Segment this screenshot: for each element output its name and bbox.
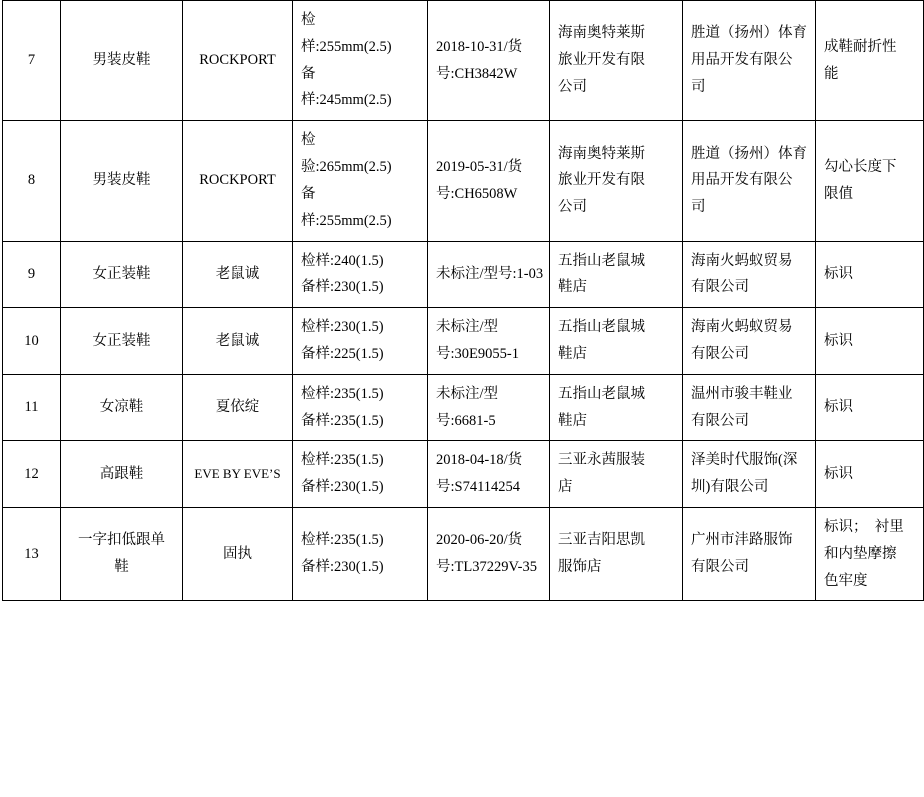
sampled-unit: 海南火蚂蚁贸易 有限公司 xyxy=(683,241,816,308)
spec-model: 检样:235(1.5) 备样:235(1.5) xyxy=(293,374,428,441)
spec-model: 检样:235(1.5) 备样:230(1.5) xyxy=(293,508,428,601)
producer-name: 三亚吉阳思凯 服饰店 xyxy=(550,508,683,601)
production-date-batch: 未标注/型 号:6681-5 xyxy=(428,374,550,441)
production-date-batch: 2020-06-20/货 号:TL37229V-35 xyxy=(428,508,550,601)
producer-name: 海南奥特莱斯 旅业开发有限 公司 xyxy=(550,1,683,121)
sampled-unit: 泽美时代服饰(深 圳)有限公司 xyxy=(683,441,816,508)
product-name: 女正装鞋 xyxy=(61,308,183,375)
inspection-results-table xyxy=(2,0,924,601)
failed-item: 标识 xyxy=(816,241,924,308)
failed-item: 标识； 衬里 和内垫摩擦 色牢度 xyxy=(816,508,924,601)
row-index: 9 xyxy=(3,241,61,308)
failed-item: 成鞋耐折性 能 xyxy=(816,1,924,121)
product-name: 一字扣低跟单 鞋 xyxy=(61,508,183,601)
table-row xyxy=(3,1,924,121)
failed-item: 标识 xyxy=(816,374,924,441)
production-date-batch: 未标注/型号:1-03 xyxy=(428,241,550,308)
table-row xyxy=(3,121,924,241)
production-date-batch: 2019-05-31/货 号:CH6508W xyxy=(428,121,550,241)
spec-model: 检 验:265mm(2.5) 备 样:255mm(2.5) xyxy=(293,121,428,241)
sampled-unit: 胜道（扬州）体育 用品开发有限公 司 xyxy=(683,1,816,121)
brand-name: EVE BY EVE’S xyxy=(183,441,293,508)
row-index: 8 xyxy=(3,121,61,241)
brand-name: 夏依绽 xyxy=(183,374,293,441)
row-index: 13 xyxy=(3,508,61,601)
brand-name: 老鼠诚 xyxy=(183,308,293,375)
row-index: 7 xyxy=(3,1,61,121)
producer-name: 五指山老鼠城 鞋店 xyxy=(550,308,683,375)
spec-model: 检 样:255mm(2.5) 备 样:245mm(2.5) xyxy=(293,1,428,121)
spec-model: 检样:240(1.5) 备样:230(1.5) xyxy=(293,241,428,308)
brand-name: ROCKPORT xyxy=(183,121,293,241)
brand-name: 固执 xyxy=(183,508,293,601)
producer-name: 五指山老鼠城 鞋店 xyxy=(550,241,683,308)
row-index: 11 xyxy=(3,374,61,441)
failed-item: 标识 xyxy=(816,441,924,508)
production-date-batch: 2018-10-31/货 号:CH3842W xyxy=(428,1,550,121)
brand-name: 老鼠诚 xyxy=(183,241,293,308)
row-index: 10 xyxy=(3,308,61,375)
sampled-unit: 广州市沣路服饰 有限公司 xyxy=(683,508,816,601)
table-row xyxy=(3,308,924,375)
production-date-batch: 未标注/型 号:30E9055-1 xyxy=(428,308,550,375)
product-name: 女正装鞋 xyxy=(61,241,183,308)
spec-model: 检样:230(1.5) 备样:225(1.5) xyxy=(293,308,428,375)
product-name: 女凉鞋 xyxy=(61,374,183,441)
producer-name: 海南奥特莱斯 旅业开发有限 公司 xyxy=(550,121,683,241)
failed-item: 勾心长度下 限值 xyxy=(816,121,924,241)
production-date-batch: 2018-04-18/货 号:S74114254 xyxy=(428,441,550,508)
product-name: 男装皮鞋 xyxy=(61,121,183,241)
table-row xyxy=(3,508,924,601)
row-index: 12 xyxy=(3,441,61,508)
sampled-unit: 海南火蚂蚁贸易 有限公司 xyxy=(683,308,816,375)
table-row xyxy=(3,241,924,308)
sampled-unit: 胜道（扬州）体育 用品开发有限公 司 xyxy=(683,121,816,241)
failed-item: 标识 xyxy=(816,308,924,375)
sampled-unit: 温州市骏丰鞋业 有限公司 xyxy=(683,374,816,441)
product-name: 男装皮鞋 xyxy=(61,1,183,121)
producer-name: 五指山老鼠城 鞋店 xyxy=(550,374,683,441)
table-body xyxy=(3,1,924,601)
producer-name: 三亚永茜服装 店 xyxy=(550,441,683,508)
product-name: 高跟鞋 xyxy=(61,441,183,508)
spec-model: 检样:235(1.5) 备样:230(1.5) xyxy=(293,441,428,508)
table-row xyxy=(3,441,924,508)
table-row xyxy=(3,374,924,441)
brand-name: ROCKPORT xyxy=(183,1,293,121)
